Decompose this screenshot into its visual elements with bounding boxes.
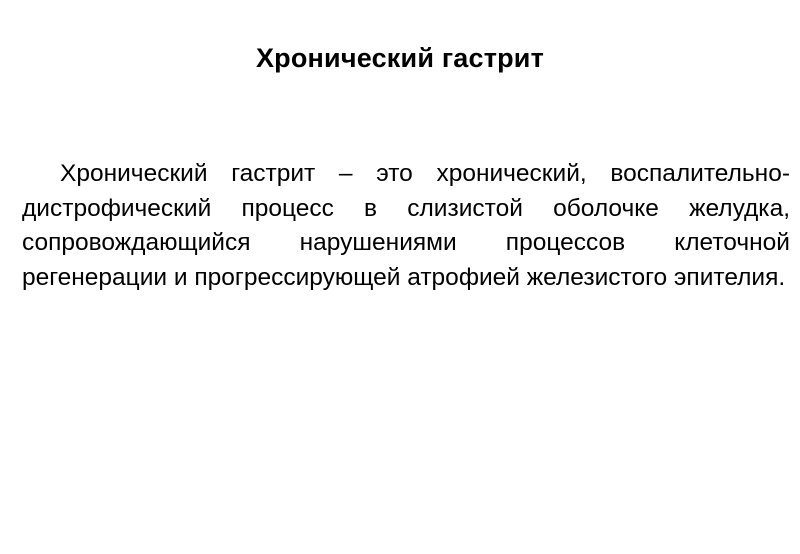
definition-paragraph: Хронический гастрит – это хронический, воспалительно-дистрофический процесс в слизистой оболочке желудка, сопровождающийся нарушениями процессов клеточной регенерации и прогрессирующей атрофией железистого эпителия.	[22, 160, 790, 291]
slide-title: Хронический гастрит	[255, 43, 545, 73]
